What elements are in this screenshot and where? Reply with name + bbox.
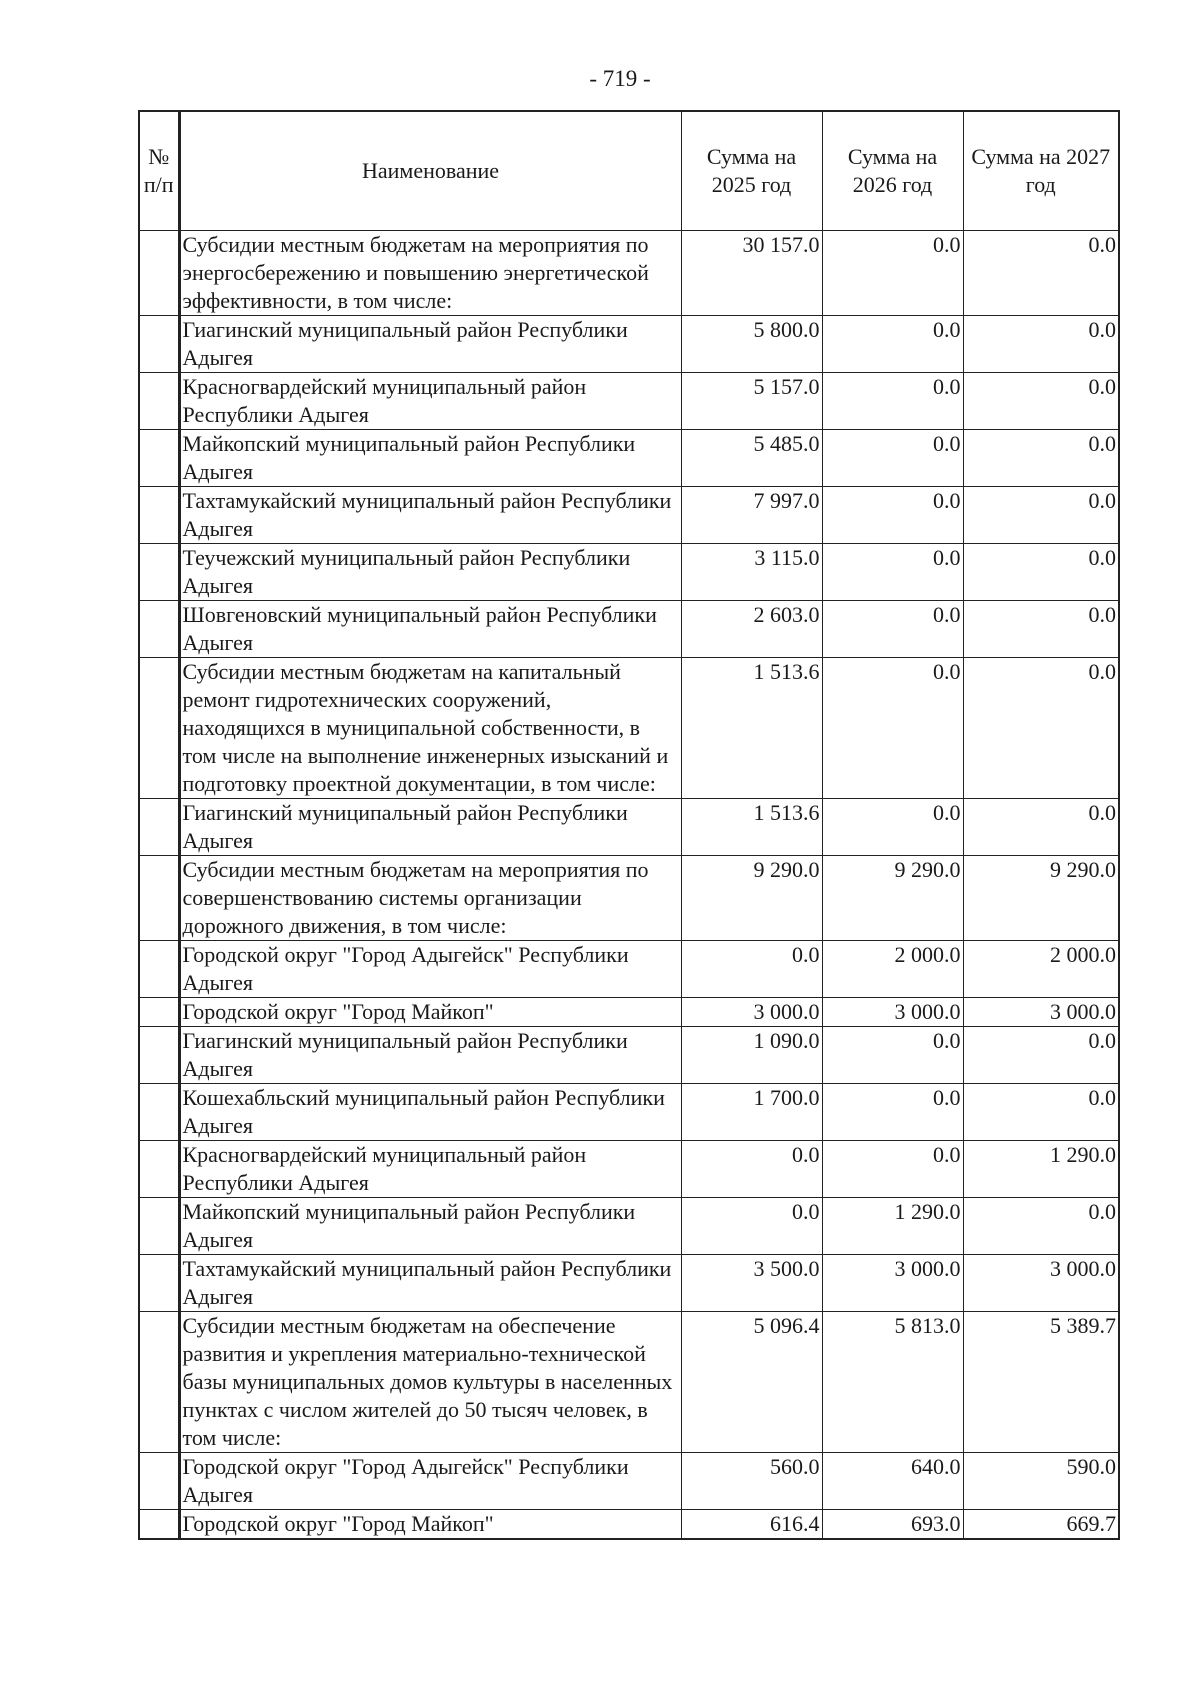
row-sum-2025-cell: 2 603.0	[681, 601, 822, 658]
row-name-cell: Красногвардейский муниципальный район Республики Адыгея	[179, 373, 681, 430]
row-sum-2026-cell: 0.0	[822, 1141, 963, 1198]
row-number-cell	[139, 1027, 179, 1084]
row-sum-2026-cell: 3 000.0	[822, 1255, 963, 1312]
row-sum-2025-cell: 7 997.0	[681, 487, 822, 544]
row-sum-2025-cell: 30 157.0	[681, 231, 822, 316]
table-row	[139, 373, 1119, 430]
row-name-cell: Шовгеновский муниципальный район Республики Адыгея	[179, 601, 681, 658]
row-name-cell: Майкопский муниципальный район Республики Адыгея	[179, 1198, 681, 1255]
row-number-cell	[139, 430, 179, 487]
row-name-cell: Городской округ "Город Адыгейск" Республики Адыгея	[179, 941, 681, 998]
row-sum-2025-cell: 1 700.0	[681, 1084, 822, 1141]
row-name-cell: Тахтамукайский муниципальный район Республики Адыгея	[179, 1255, 681, 1312]
header-sum-2025: Сумма на 2025 год	[681, 111, 822, 231]
row-sum-2025-cell: 0.0	[681, 1141, 822, 1198]
row-name-cell: Гиагинский муниципальный район Республики Адыгея	[179, 1027, 681, 1084]
row-sum-2026-cell: 3 000.0	[822, 998, 963, 1027]
row-number-cell	[139, 601, 179, 658]
row-sum-2026-cell: 9 290.0	[822, 856, 963, 941]
row-name-cell: Гиагинский муниципальный район Республики Адыгея	[179, 799, 681, 856]
row-number-cell	[139, 1453, 179, 1510]
row-sum-2027-cell: 0.0	[963, 231, 1119, 316]
table-row	[139, 998, 1119, 1027]
row-sum-2026-cell: 0.0	[822, 601, 963, 658]
row-sum-2025-cell: 3 500.0	[681, 1255, 822, 1312]
table-row	[139, 1453, 1119, 1510]
row-sum-2026-cell: 0.0	[822, 487, 963, 544]
row-name-cell: Городской округ "Город Майкоп"	[179, 998, 681, 1027]
row-name-cell: Субсидии местным бюджетам на мероприятия по совершенствованию системы организации дорожного движения, в том числе:	[179, 856, 681, 941]
row-sum-2027-cell: 0.0	[963, 1084, 1119, 1141]
row-sum-2026-cell: 693.0	[822, 1510, 963, 1540]
table-row	[139, 941, 1119, 998]
table-row	[139, 1312, 1119, 1453]
row-sum-2025-cell: 0.0	[681, 941, 822, 998]
row-number-cell	[139, 998, 179, 1027]
row-sum-2027-cell: 2 000.0	[963, 941, 1119, 998]
row-sum-2027-cell: 3 000.0	[963, 998, 1119, 1027]
row-number-cell	[139, 799, 179, 856]
table-header-row	[139, 111, 1119, 231]
table-row	[139, 544, 1119, 601]
row-name-cell: Гиагинский муниципальный район Республики Адыгея	[179, 316, 681, 373]
row-sum-2026-cell: 0.0	[822, 316, 963, 373]
row-sum-2027-cell: 1 290.0	[963, 1141, 1119, 1198]
row-sum-2026-cell: 0.0	[822, 430, 963, 487]
header-sum-2026: Сумма на 2026 год	[822, 111, 963, 231]
header-name: Наименование	[179, 111, 681, 231]
table-row	[139, 1510, 1119, 1540]
row-sum-2026-cell: 5 813.0	[822, 1312, 963, 1453]
row-number-cell	[139, 231, 179, 316]
row-sum-2025-cell: 1 513.6	[681, 799, 822, 856]
row-name-cell: Майкопский муниципальный район Республики Адыгея	[179, 430, 681, 487]
row-sum-2025-cell: 5 485.0	[681, 430, 822, 487]
row-number-cell	[139, 373, 179, 430]
row-number-cell	[139, 316, 179, 373]
row-sum-2025-cell: 5 800.0	[681, 316, 822, 373]
row-sum-2027-cell: 0.0	[963, 373, 1119, 430]
row-number-cell	[139, 487, 179, 544]
table-row	[139, 316, 1119, 373]
row-number-cell	[139, 1141, 179, 1198]
row-name-cell: Красногвардейский муниципальный район Республики Адыгея	[179, 1141, 681, 1198]
row-sum-2025-cell: 1 513.6	[681, 658, 822, 799]
row-sum-2027-cell: 669.7	[963, 1510, 1119, 1540]
row-sum-2026-cell: 2 000.0	[822, 941, 963, 998]
table-row	[139, 601, 1119, 658]
row-name-cell: Субсидии местным бюджетам на капитальный ремонт гидротехнических сооружений, находящихся в муниципальной собственности, в том числе на выполнение инженерных изысканий и подготовку проектной документации, в том числе:	[179, 658, 681, 799]
row-sum-2026-cell: 0.0	[822, 799, 963, 856]
table-row	[139, 1084, 1119, 1141]
row-number-cell	[139, 1198, 179, 1255]
row-sum-2027-cell: 590.0	[963, 1453, 1119, 1510]
row-sum-2026-cell: 0.0	[822, 544, 963, 601]
row-sum-2027-cell: 0.0	[963, 544, 1119, 601]
row-sum-2026-cell: 0.0	[822, 1084, 963, 1141]
row-sum-2025-cell: 3 000.0	[681, 998, 822, 1027]
row-number-cell	[139, 941, 179, 998]
table-row	[139, 487, 1119, 544]
row-name-cell: Субсидии местным бюджетам на обеспечение развития и укрепления материально-технической базы муниципальных домов культуры в населенных пунктах с числом жителей до 50 тысяч человек, в том числе:	[179, 1312, 681, 1453]
table-row	[139, 430, 1119, 487]
table-row	[139, 1027, 1119, 1084]
row-sum-2026-cell: 640.0	[822, 1453, 963, 1510]
row-sum-2027-cell: 9 290.0	[963, 856, 1119, 941]
row-sum-2025-cell: 0.0	[681, 1198, 822, 1255]
header-sum-2027: Сумма на 2027 год	[963, 111, 1119, 231]
table-row	[139, 1141, 1119, 1198]
row-name-cell: Городской округ "Город Майкоп"	[179, 1510, 681, 1540]
row-sum-2027-cell: 3 000.0	[963, 1255, 1119, 1312]
table-row	[139, 231, 1119, 316]
row-sum-2025-cell: 3 115.0	[681, 544, 822, 601]
row-number-cell	[139, 658, 179, 799]
row-sum-2027-cell: 0.0	[963, 316, 1119, 373]
row-name-cell: Городской округ "Город Адыгейск" Республики Адыгея	[179, 1453, 681, 1510]
row-number-cell	[139, 856, 179, 941]
page-number: - 719 -	[589, 66, 651, 91]
row-number-cell	[139, 1255, 179, 1312]
row-sum-2026-cell: 0.0	[822, 1027, 963, 1084]
row-sum-2025-cell: 5 096.4	[681, 1312, 822, 1453]
row-sum-2027-cell: 0.0	[963, 658, 1119, 799]
row-name-cell: Тахтамукайский муниципальный район Республики Адыгея	[179, 487, 681, 544]
table-row	[139, 856, 1119, 941]
row-name-cell: Теучежский муниципальный район Республики Адыгея	[179, 544, 681, 601]
header-number: № п/п	[139, 111, 179, 231]
row-name-cell: Субсидии местным бюджетам на мероприятия по энергосбережению и повышению энергетической эффективности, в том числе:	[179, 231, 681, 316]
row-number-cell	[139, 1312, 179, 1453]
row-sum-2026-cell: 1 290.0	[822, 1198, 963, 1255]
row-sum-2025-cell: 5 157.0	[681, 373, 822, 430]
row-sum-2027-cell: 0.0	[963, 430, 1119, 487]
row-sum-2025-cell: 9 290.0	[681, 856, 822, 941]
budget-table	[138, 110, 1120, 1540]
row-name-cell: Кошехабльский муниципальный район Республики Адыгея	[179, 1084, 681, 1141]
table-row	[139, 799, 1119, 856]
row-number-cell	[139, 1084, 179, 1141]
row-sum-2025-cell: 1 090.0	[681, 1027, 822, 1084]
row-sum-2026-cell: 0.0	[822, 231, 963, 316]
row-number-cell	[139, 544, 179, 601]
row-sum-2027-cell: 0.0	[963, 1027, 1119, 1084]
row-sum-2027-cell: 0.0	[963, 1198, 1119, 1255]
row-number-cell	[139, 1510, 179, 1540]
row-sum-2025-cell: 560.0	[681, 1453, 822, 1510]
row-sum-2027-cell: 0.0	[963, 601, 1119, 658]
row-sum-2026-cell: 0.0	[822, 373, 963, 430]
table-row	[139, 1198, 1119, 1255]
row-sum-2025-cell: 616.4	[681, 1510, 822, 1540]
row-sum-2026-cell: 0.0	[822, 658, 963, 799]
row-sum-2027-cell: 0.0	[963, 799, 1119, 856]
row-sum-2027-cell: 0.0	[963, 487, 1119, 544]
row-sum-2027-cell: 5 389.7	[963, 1312, 1119, 1453]
table-row	[139, 1255, 1119, 1312]
table-row	[139, 658, 1119, 799]
